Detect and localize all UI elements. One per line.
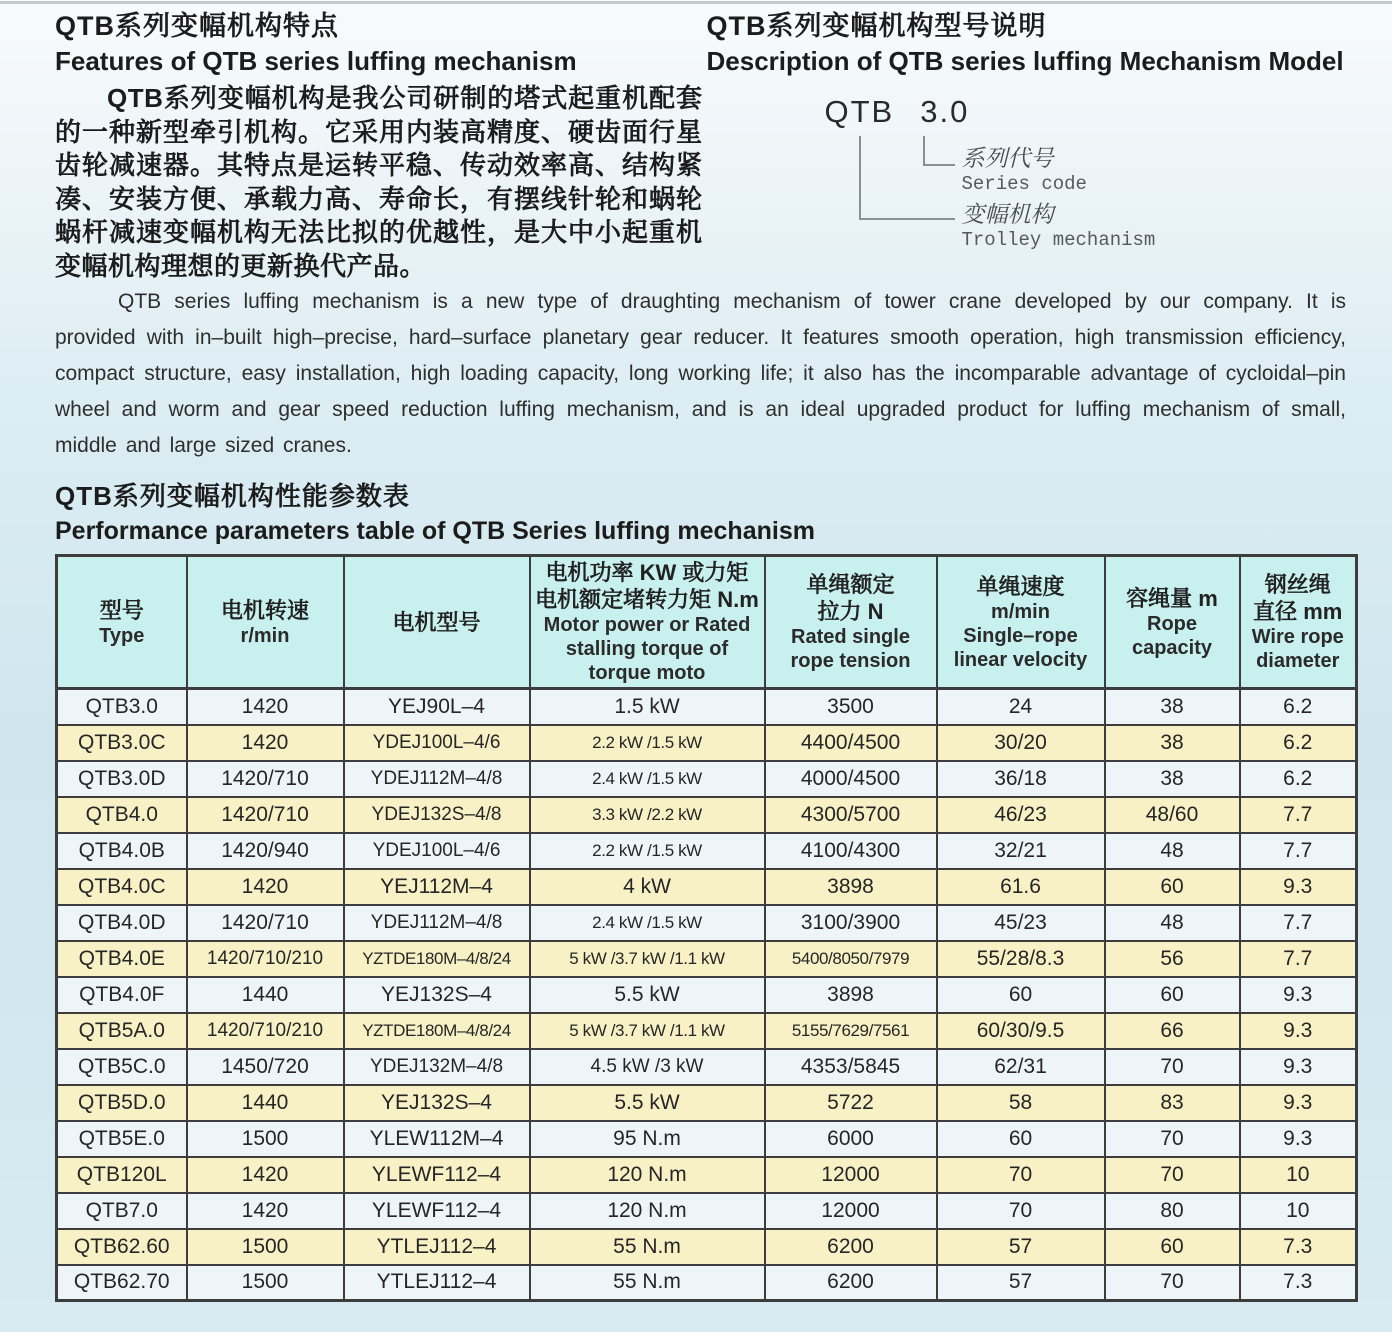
table-row: [57, 941, 1357, 977]
top-section: [0, 0, 1392, 281]
table-cell: QTB4.0F: [57, 977, 187, 1013]
table-body: [57, 689, 1357, 1301]
table-cell: QTB4.0B: [57, 833, 187, 869]
table-cell: 7.7: [1240, 905, 1357, 941]
parameters-table: [55, 554, 1358, 1302]
table-cell: YDEJ132M–4/8: [344, 1049, 530, 1085]
trolley-mechanism-label-en: Trolley mechanism: [961, 229, 1156, 251]
model-code-number: 3.0: [920, 94, 970, 129]
table-cell: 5.5 kW: [530, 1085, 765, 1121]
series-code-label-zh: 系列代号: [961, 146, 1054, 171]
table-cell: 38: [1105, 689, 1240, 725]
table-cell: 55/28/8.3: [937, 941, 1105, 977]
table-cell: 9.3: [1240, 1013, 1357, 1049]
trolley-mechanism-label-zh: 变幅机构: [961, 202, 1054, 227]
table-cell: 7.7: [1240, 833, 1357, 869]
table-cell: QTB5E.0: [57, 1121, 187, 1157]
connector-line-trolley-horizontal: [859, 218, 955, 220]
table-cell: 9.3: [1240, 977, 1357, 1013]
table-row: [57, 725, 1357, 761]
table-cell: 62/31: [937, 1049, 1105, 1085]
table-row: [57, 1049, 1357, 1085]
table-cell: 1420/710/210: [187, 1013, 344, 1049]
table-cell: 1420/710: [187, 905, 344, 941]
table-cell: 70: [1105, 1049, 1240, 1085]
table-header-cell: 容绳量 m Rope capacity: [1105, 556, 1240, 689]
table-cell: 4400/4500: [765, 725, 937, 761]
table-cell: QTB4.0: [57, 797, 187, 833]
table-cell: 4 kW: [530, 869, 765, 905]
table-cell: QTB4.0E: [57, 941, 187, 977]
table-cell: 4.5 kW /3 kW: [530, 1049, 765, 1085]
table-cell: 1420: [187, 1157, 344, 1193]
table-cell: YDEJ100L–4/6: [344, 725, 530, 761]
table-cell: 70: [1105, 1265, 1240, 1301]
table-cell: 1500: [187, 1229, 344, 1265]
table-cell: 70: [937, 1193, 1105, 1229]
table-cell: 60: [1105, 869, 1240, 905]
series-code-label-en: Series code: [961, 173, 1087, 195]
table-cell: YEJ132S–4: [344, 1085, 530, 1121]
table-cell: 30/20: [937, 725, 1105, 761]
table-cell: 80: [1105, 1193, 1240, 1229]
table-cell: 1420/710: [187, 797, 344, 833]
table-header-cell: 单绳额定 拉力 N Rated single rope tension: [765, 556, 937, 689]
table-header: [57, 556, 1357, 689]
model-code-labels: [962, 146, 1156, 258]
table-row: [57, 1229, 1357, 1265]
table-cell: 56: [1105, 941, 1240, 977]
table-cell: 45/23: [937, 905, 1105, 941]
table-cell: 9.3: [1240, 869, 1357, 905]
table-row: [57, 1265, 1357, 1301]
features-section: [55, 8, 703, 281]
table-cell: 3100/3900: [765, 905, 937, 941]
features-body-zh: QTB系列变幅机构是我公司研制的塔式起重机配套的一种新型牵引机构。它采用内装高精度、硬齿面行星齿轮减速器。其特点是运转平稳、传动效率高、结构紧凑、安装方便、承载力高、寿命长，有摆线针轮和蜗轮蜗杆减速变幅机构无法比拟的优越性，是大中小起重机变幅机构理想的更新换代产品。: [55, 83, 703, 281]
table-cell: 83: [1105, 1085, 1240, 1121]
table-cell: 7.7: [1240, 941, 1357, 977]
table-cell: 5 kW /3.7 kW /1.1 kW: [530, 1013, 765, 1049]
table-cell: 2.2 kW /1.5 kW: [530, 725, 765, 761]
table-cell: 60: [937, 1121, 1105, 1157]
table-cell: 58: [937, 1085, 1105, 1121]
table-cell: 10: [1240, 1193, 1357, 1229]
table-cell: YEJ112M–4: [344, 869, 530, 905]
table-row: [57, 1121, 1357, 1157]
table-cell: YEJ132S–4: [344, 977, 530, 1013]
table-header-cell: 型号 Type: [57, 556, 187, 689]
table-cell: QTB120L: [57, 1157, 187, 1193]
table-cell: 55 N.m: [530, 1229, 765, 1265]
table-header-cell: 电机转速 r/min: [187, 556, 344, 689]
table-cell: 24: [937, 689, 1105, 725]
table-cell: 66: [1105, 1013, 1240, 1049]
page-top-edge-line: [0, 1, 1392, 4]
table-cell: 120 N.m: [530, 1193, 765, 1229]
table-cell: 3500: [765, 689, 937, 725]
table-cell: 57: [937, 1229, 1105, 1265]
table-cell: 4000/4500: [765, 761, 937, 797]
table-cell: 3898: [765, 869, 937, 905]
table-cell: YLEWF112–4: [344, 1193, 530, 1229]
table-cell: 61.6: [937, 869, 1105, 905]
table-cell: 1440: [187, 1085, 344, 1121]
table-cell: 1500: [187, 1121, 344, 1157]
table-cell: 48: [1105, 905, 1240, 941]
table-cell: 55 N.m: [530, 1265, 765, 1301]
table-cell: 2.4 kW /1.5 kW: [530, 761, 765, 797]
table-cell: 1420/710/210: [187, 941, 344, 977]
table-title-zh: QTB系列变幅机构性能参数表: [55, 481, 410, 511]
table-cell: 9.3: [1240, 1085, 1357, 1121]
table-cell: 1440: [187, 977, 344, 1013]
table-cell: 6200: [765, 1229, 937, 1265]
table-cell: 5155/7629/7561: [765, 1013, 937, 1049]
table-cell: 36/18: [937, 761, 1105, 797]
table-cell: YZTDE180M–4/8/24: [344, 941, 530, 977]
table-cell: QTB3.0: [57, 689, 187, 725]
table-row: [57, 833, 1357, 869]
table-cell: 4353/5845: [765, 1049, 937, 1085]
table-cell: 12000: [765, 1157, 937, 1193]
table-cell: 6.2: [1240, 761, 1357, 797]
table-cell: 4100/4300: [765, 833, 937, 869]
table-cell: 70: [1105, 1121, 1240, 1157]
table-cell: YDEJ132S–4/8: [344, 797, 530, 833]
table-cell: QTB4.0C: [57, 869, 187, 905]
table-cell: 60: [1105, 977, 1240, 1013]
table-cell: 7.3: [1240, 1265, 1357, 1301]
table-cell: 70: [1105, 1157, 1240, 1193]
table-cell: 9.3: [1240, 1121, 1357, 1157]
table-cell: 48/60: [1105, 797, 1240, 833]
table-row: [57, 689, 1357, 725]
table-cell: QTB3.0D: [57, 761, 187, 797]
table-cell: QTB7.0: [57, 1193, 187, 1229]
table-cell: YLEW112M–4: [344, 1121, 530, 1157]
table-cell: 1500: [187, 1265, 344, 1301]
table-cell: 6.2: [1240, 725, 1357, 761]
table-cell: 1.5 kW: [530, 689, 765, 725]
table-row: [57, 797, 1357, 833]
connector-line-series-vertical: [923, 136, 925, 166]
table-cell: 1420: [187, 725, 344, 761]
table-header-cell: 电机型号: [344, 556, 530, 689]
table-header-cell: 钢丝绳 直径 mm Wire rope diameter: [1240, 556, 1357, 689]
connector-line-trolley-vertical: [859, 136, 861, 220]
table-cell: 38: [1105, 761, 1240, 797]
model-code-prefix: QTB: [824, 94, 895, 129]
table-cell: 1450/720: [187, 1049, 344, 1085]
table-cell: QTB5A.0: [57, 1013, 187, 1049]
table-cell: YTLEJ112–4: [344, 1229, 530, 1265]
table-cell: 57: [937, 1265, 1105, 1301]
table-cell: QTB5C.0: [57, 1049, 187, 1085]
table-cell: 60: [1105, 1229, 1240, 1265]
table-row: [57, 1085, 1357, 1121]
table-row: [57, 869, 1357, 905]
table-cell: 1420: [187, 1193, 344, 1229]
table-cell: 2.2 kW /1.5 kW: [530, 833, 765, 869]
table-cell: 7.7: [1240, 797, 1357, 833]
intro-paragraph-en: QTB series luffing mechanism is a new type of draughting mechanism of tower crane developed by our company. It is provided with in–built high–precise, hard–surface planetary gear reducer. It features smooth operation, high transmission efficiency, compact structure, easy installation, high loading capacity, long working life; it also has the incomparable advantage of cycloidal–pin wheel and worm and gear speed reduction luffing mechanism, and is an ideal upgraded product for luffing mechanism of small, middle and large sized cranes.: [55, 290, 1346, 457]
table-header-row: [57, 556, 1357, 689]
table-cell: QTB62.70: [57, 1265, 187, 1301]
table-cell: 10: [1240, 1157, 1357, 1193]
table-row: [57, 1193, 1357, 1229]
table-cell: 1420/710: [187, 761, 344, 797]
table-cell: YEJ90L–4: [344, 689, 530, 725]
table-cell: YTLEJ112–4: [344, 1265, 530, 1301]
table-cell: YLEWF112–4: [344, 1157, 530, 1193]
table-cell: 1420: [187, 689, 344, 725]
model-title-zh: QTB系列变幅机构型号说明: [706, 11, 1047, 41]
table-row: [57, 761, 1357, 797]
features-title-en: Features of QTB series luffing mechanism: [55, 46, 577, 76]
table-cell: YDEJ100L–4/6: [344, 833, 530, 869]
table-cell: 5 kW /3.7 kW /1.1 kW: [530, 941, 765, 977]
table-cell: 6.2: [1240, 689, 1357, 725]
table-cell: 5.5 kW: [530, 977, 765, 1013]
table-cell: 95 N.m: [530, 1121, 765, 1157]
table-title-en: Performance parameters table of QTB Series luffing mechanism: [55, 517, 815, 545]
table-cell: YZTDE180M–4/8/24: [344, 1013, 530, 1049]
table-row: [57, 905, 1357, 941]
table-cell: 46/23: [937, 797, 1105, 833]
connector-line-series-horizontal: [923, 164, 955, 166]
table-cell: 4300/5700: [765, 797, 937, 833]
table-cell: 70: [937, 1157, 1105, 1193]
table-row: [57, 977, 1357, 1013]
table-cell: 1420: [187, 869, 344, 905]
features-title-zh: QTB系列变幅机构特点: [55, 11, 339, 41]
model-title-en: Description of QTB series luffing Mechanism Model: [706, 46, 1344, 76]
table-cell: QTB5D.0: [57, 1085, 187, 1121]
model-code-text: [825, 94, 970, 130]
table-cell: QTB3.0C: [57, 725, 187, 761]
table-cell: 3.3 kW /2.2 kW: [530, 797, 765, 833]
table-row: [57, 1013, 1357, 1049]
table-header-cell: 单绳速度 m/min Single–rope linear velocity: [937, 556, 1105, 689]
table-cell: 1420/940: [187, 833, 344, 869]
table-cell: 6000: [765, 1121, 937, 1157]
table-cell: 9.3: [1240, 1049, 1357, 1085]
table-cell: QTB62.60: [57, 1229, 187, 1265]
table-cell: 38: [1105, 725, 1240, 761]
model-description-section: [707, 8, 1357, 272]
table-cell: 5722: [765, 1085, 937, 1121]
table-cell: 60/30/9.5: [937, 1013, 1105, 1049]
table-cell: 2.4 kW /1.5 kW: [530, 905, 765, 941]
table-title-block: [0, 480, 1392, 546]
table-cell: 7.3: [1240, 1229, 1357, 1265]
table-cell: QTB4.0D: [57, 905, 187, 941]
table-cell: 6200: [765, 1265, 937, 1301]
table-cell: YDEJ112M–4/8: [344, 761, 530, 797]
table-cell: 12000: [765, 1193, 937, 1229]
table-row: [57, 1157, 1357, 1193]
table-cell: 32/21: [937, 833, 1105, 869]
table-header-cell: 电机功率 KW 或力矩 电机额定堵转力矩 N.m Motor power or Rated stalling torque of torque moto: [530, 556, 765, 689]
table-cell: 48: [1105, 833, 1240, 869]
table-cell: 3898: [765, 977, 937, 1013]
table-cell: 60: [937, 977, 1105, 1013]
table-cell: 5400/8050/7979: [765, 941, 937, 977]
table-cell: YDEJ112M–4/8: [344, 905, 530, 941]
table-cell: 120 N.m: [530, 1157, 765, 1193]
